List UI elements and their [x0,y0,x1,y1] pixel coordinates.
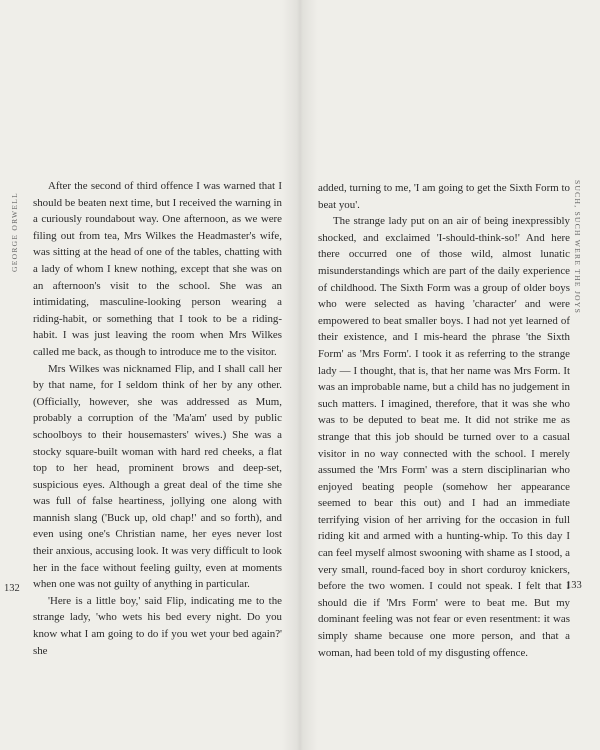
right-page [300,0,600,750]
right-page-text [318,180,570,661]
paragraph: The strange lady put on an air of being inexpressibly shocked, and exclaimed 'I-should-think-so!' And here there occurred one of those wild, almost lunatic misunderstandings which are part of the daily experience of childhood. The Sixth Form was a group of older boys who were selected as having 'character' and were empowered to beat smaller boys. I had not yet learned of their existence, and I mis-heard the phrase 'the Sixth Form' as 'Mrs Form'. I took it as referring to the strange lady — I thought, that is, that her name was Mrs Form. It was an improbable name, but a child has no judgement in such matters. I imagined, therefore, that it was she who was to be deputed to beat me. It did not strike me as strange that this job should be turned over to a casual visitor in no way connected with the school. I merely assumed the 'Mrs Form' was a stern disciplinarian who enjoyed beating people (somehow her appearance seemed to bear this out) and I had an immediate terrifying vision of her arriving for the occasion in full riding kit and armed with a hunting-whip. To this day I can feel myself almost swooning with shame as I stood, a very small, round-faced boy in short corduroy knickers, before the two women. I could not speak. I felt that I should die if 'Mrs Form' were to beat me. But my dominant feeling was not fear or even resentment: it was simply shame because one more person, and that a woman, had been told of my disgusting offence. [318,215,570,659]
left-page-number: 132 [4,583,20,594]
right-running-head: SUCH, SUCH WERE THE JOYS [573,180,582,315]
paragraph: added, turning to me, 'I am going to get the Sixth Form to beat you'. [318,182,570,211]
paragraph: 'Here is a little boy,' said Flip, indicating me to the strange lady, 'who wets his bed every night. Do you know what I am going to do if you wet your bed again?' she [33,594,282,657]
right-page-number: 133 [566,580,582,591]
paragraph: Mrs Wilkes was nicknamed Flip, and I shall call her by that name, for I seldom think of her by any other. (Officially, however, she was addressed as Mum, probably a corruption of the 'Ma'am' used by public schoolboys to their housemasters' wives.) She was a stocky square-built woman with hard red cheeks, a flat top to her head, prominent brows and deep-set, suspicious eyes. Although a great deal of the time she was full of false heartiness, jollying one along with mannish slang ('Buck up, old chap!' and so forth), and even using one's Christian name, her eyes never lost their anxious, accusing look. It was very difficult to look her in the face without feeling guilty, even at moments when one was not guilty of anything in particular. [33,362,282,591]
left-page-text [33,178,282,659]
paragraph: After the second of third offence I was warned that I should be beaten next time, but I received the warning in a curiously roundabout way. One afternoon, as we were filing out from tea, Mrs Wilkes the Headmaster's wife, was sitting at the head of one of the tables, chatting with a lady of whom I knew nothing, except that she was on an afternoon's visit to the school. She was an intimidating, masculine-looking person wearing a riding-habit, or something that I took to be a riding-habit. I was just leaving the room when Mrs Wilkes called me back, as though to introduce me to the visitor. [33,180,282,358]
left-running-head: GEORGE ORWELL [10,191,19,272]
